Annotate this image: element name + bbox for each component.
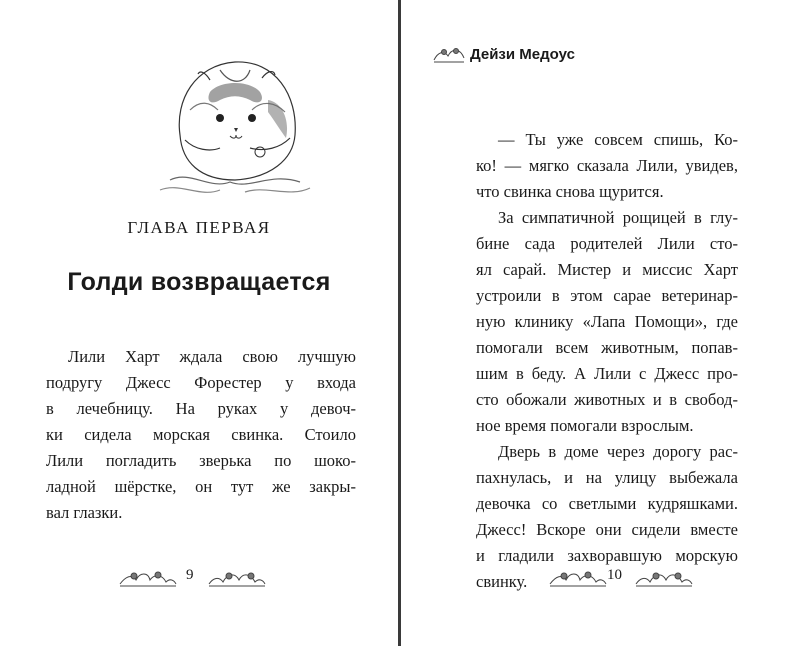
- word: захворавшую: [567, 546, 663, 565]
- text-line: [476, 257, 738, 283]
- word: ную: [476, 312, 506, 331]
- text-line: [476, 335, 738, 361]
- word: беду.: [531, 364, 567, 383]
- word: ждала: [179, 347, 223, 366]
- word: девочка: [476, 494, 531, 513]
- text-line: [46, 422, 356, 448]
- word: клинику: [514, 312, 574, 331]
- text-line: [46, 344, 356, 370]
- word: —: [504, 156, 522, 175]
- text-line: [476, 205, 738, 231]
- word: глу-: [710, 208, 738, 227]
- word: с: [639, 364, 647, 383]
- word: бине: [476, 234, 510, 253]
- text-line: [46, 396, 356, 422]
- right-ornament-left-icon: [548, 566, 608, 588]
- word: свою: [242, 347, 278, 366]
- word: Ты: [525, 130, 546, 149]
- word: светлыми: [568, 494, 637, 513]
- text-line: [476, 491, 738, 517]
- word: За: [498, 208, 514, 227]
- word: всем: [555, 338, 589, 357]
- word: входа: [317, 373, 356, 392]
- text-line: [476, 283, 738, 309]
- word: лечебницу.: [76, 399, 153, 418]
- text-line: [476, 465, 738, 491]
- word: руках: [217, 399, 258, 418]
- left-body-text: [46, 344, 356, 526]
- word: обожали: [506, 390, 567, 409]
- word: Лили: [68, 347, 106, 366]
- word: погладить: [105, 451, 177, 470]
- word: он: [195, 477, 213, 496]
- word: лучшую: [297, 347, 356, 366]
- word: сидела: [84, 425, 132, 444]
- word: миссис: [642, 260, 693, 279]
- text-line: [476, 309, 738, 335]
- chapter-label: ГЛАВА ПЕРВАЯ: [127, 218, 271, 237]
- text-line: [476, 439, 738, 465]
- word: Харт: [125, 347, 160, 366]
- word: закры-: [309, 477, 356, 496]
- word: на: [585, 468, 602, 487]
- word: На: [175, 399, 195, 418]
- word: у: [280, 399, 289, 418]
- word: со: [541, 494, 558, 513]
- word: «Лапа: [582, 312, 626, 331]
- word: Дверь: [498, 442, 541, 461]
- chapter-title: Голди возвращается: [67, 268, 331, 296]
- word: попав-: [691, 338, 738, 357]
- word: Мистер: [557, 260, 612, 279]
- word: улицу: [614, 468, 657, 487]
- word: устроили: [476, 286, 542, 305]
- guinea-pig-illustration: [150, 40, 320, 200]
- word: Стоило: [304, 425, 356, 444]
- word: —: [498, 130, 515, 149]
- text-line: [476, 231, 738, 257]
- word: Лили,: [636, 156, 678, 175]
- word: где: [716, 312, 738, 331]
- word: кудряшками.: [647, 494, 738, 513]
- text-line: свинку.: [476, 572, 528, 591]
- text-line: что свинка снова щурится.: [476, 182, 664, 201]
- word: животным,: [601, 338, 679, 357]
- word: ял: [476, 260, 492, 279]
- word: шоко-: [314, 451, 356, 470]
- word: этом: [570, 286, 603, 305]
- word: А: [574, 364, 587, 383]
- word: девоч-: [310, 399, 356, 418]
- word: Вскоре: [536, 520, 586, 539]
- word: в: [669, 390, 678, 409]
- right-body-text: [476, 127, 738, 595]
- word: же: [272, 477, 291, 496]
- word: Лили: [46, 451, 84, 470]
- word: симпатичной: [521, 208, 615, 227]
- page-number-left: 9: [186, 567, 194, 583]
- word: морскую: [675, 546, 738, 565]
- word: Лили: [657, 234, 695, 253]
- word: в: [548, 442, 557, 461]
- word: шим: [476, 364, 508, 383]
- text-line: ное время помогали взрослым.: [476, 416, 694, 435]
- word: шёрстке,: [114, 477, 177, 496]
- word: вместе: [690, 520, 738, 539]
- text-line: [46, 448, 356, 474]
- word: через: [606, 442, 645, 461]
- word: Помощи»,: [634, 312, 708, 331]
- text-line: [476, 387, 738, 413]
- word: выбежала: [669, 468, 738, 487]
- word: пахнулась,: [476, 468, 552, 487]
- word: дорогу: [653, 442, 702, 461]
- word: уже: [556, 130, 584, 149]
- word: Джесс!: [476, 520, 527, 539]
- word: Джесс: [125, 373, 171, 392]
- word: и: [622, 260, 632, 279]
- word: в: [694, 208, 702, 227]
- word: в: [551, 286, 560, 305]
- paragraph: [476, 127, 738, 205]
- paragraph: [476, 205, 738, 439]
- word: Лили: [593, 364, 632, 383]
- word: рас-: [709, 442, 738, 461]
- word: ветеринар-: [661, 286, 738, 305]
- word: сто: [476, 390, 499, 409]
- word: подругу: [46, 373, 103, 392]
- left-ornament-icon: [118, 566, 178, 588]
- running-head: Дейзи Медоус: [470, 46, 575, 63]
- text-line: [46, 474, 356, 500]
- word: и: [564, 468, 573, 487]
- word: про-: [707, 364, 738, 383]
- word: они: [595, 520, 622, 539]
- word: сказала: [576, 156, 629, 175]
- word: и: [476, 546, 485, 565]
- text-line: [476, 517, 738, 543]
- word: свобод-: [684, 390, 738, 409]
- word: гладили: [498, 546, 554, 565]
- word: помогали: [476, 338, 543, 357]
- text-line: [476, 127, 738, 153]
- word: совсем: [594, 130, 643, 149]
- word: ки: [46, 425, 63, 444]
- left-page: [0, 0, 398, 646]
- text-line: вал глазки.: [46, 503, 123, 522]
- word: Ко-: [714, 130, 738, 149]
- word: рощицей: [622, 208, 686, 227]
- word: спишь,: [653, 130, 704, 149]
- word: сто-: [709, 234, 738, 253]
- word: доме: [564, 442, 599, 461]
- word: тут: [230, 477, 254, 496]
- word: увидев,: [685, 156, 738, 175]
- word: морская: [152, 425, 210, 444]
- word: Джесс: [654, 364, 700, 383]
- text-line: [476, 153, 738, 179]
- word: ко!: [476, 156, 497, 175]
- word: мягко: [528, 156, 570, 175]
- word: в: [46, 399, 54, 418]
- word: Харт: [703, 260, 738, 279]
- word: и: [652, 390, 662, 409]
- left-ornament-right-icon: [207, 566, 267, 588]
- word: по: [274, 451, 292, 470]
- word: сарай.: [502, 260, 547, 279]
- word: Форестер: [194, 373, 262, 392]
- text-line: [476, 361, 738, 387]
- page-number-right: 10: [607, 567, 622, 583]
- word: сарае: [613, 286, 651, 305]
- word: ладной: [46, 477, 96, 496]
- word: сидели: [631, 520, 681, 539]
- word: животных: [574, 390, 646, 409]
- word: родителей: [570, 234, 643, 253]
- word: свинка.: [231, 425, 284, 444]
- word: зверька: [199, 451, 252, 470]
- word: у: [285, 373, 294, 392]
- right-ornament-right-icon: [634, 566, 694, 588]
- word: сада: [524, 234, 556, 253]
- text-line: [46, 370, 356, 396]
- running-head-ornament-icon: [432, 44, 466, 64]
- word: в: [515, 364, 524, 383]
